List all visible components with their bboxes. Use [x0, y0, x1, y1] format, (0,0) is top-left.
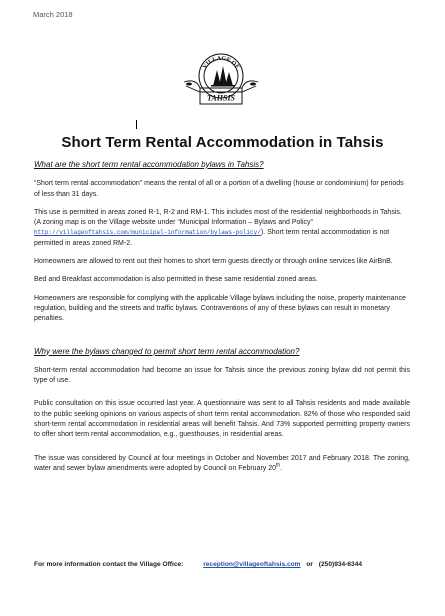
section1-paragraph-3: Homeowners are allowed to rent out their homes to short term guests directly or through online services like AirBnB.: [34, 258, 393, 266]
text-cursor: [136, 120, 137, 129]
document-date: March 2018: [33, 10, 73, 19]
section2-p3-end: .: [280, 464, 283, 472]
section1-paragraph-5: Homeowners are responsible for complying with the applicable Village bylaws including the noise, property maintenance regulation, building and the streets and traffic bylaws. Contraventions of any of these bylaws can result in monetary penalties.: [34, 294, 406, 323]
section2-paragraph-1: Short-term rental accommodation had become an issue for Tahsis since the previous zoning bylaw did not permit this type of use.: [34, 366, 410, 385]
footer-contact: [34, 561, 414, 568]
section1-paragraph-1: “Short term rental accommodation” means the rental of all or a portion of a dwelling (house or condominium) for periods of less than 31 days.: [34, 180, 404, 198]
section2-heading: Why were the bylaws changed to permit short term rental accommodation?: [34, 346, 300, 356]
bylaws-policy-link[interactable]: http://villageoftahsis.com/municipal-information/bylaws-policy/: [34, 229, 261, 237]
page-title: Short Term Rental Accommodation in Tahsis: [61, 134, 384, 151]
section1-paragraph-4: Bed and Breakfast accommodation is also permitted in these same residential zoned areas.: [34, 276, 318, 284]
section2-p3-superscript: th: [276, 462, 281, 469]
footer-label: For more information contact the Village Office:: [34, 561, 184, 568]
section1-heading: What are the short term rental accommodation bylaws in Tahsis?: [34, 160, 264, 169]
footer-or: or: [306, 561, 313, 568]
section1-p2-text-a: This use is permitted in areas zoned R-1, R-2 and RM-1. This includes most of the residential neighborhoods in Tahsis. (A zoning map is on the Village website under “Municipal Information – Bylaws and Policy”: [34, 208, 402, 227]
logo-bottom-text: TAHSIS: [206, 93, 236, 103]
section1-paragraph-2: [34, 208, 410, 249]
section2-paragraph-2: Public consultation on this issue occurred last year. A questionnaire was sent to all Tahsis residents and made available to the public seeking opinions on various aspects of short term rental accommodation. 82% of those who responded said short-term rental accommodation in residential areas will benefit Tahsis. And 73% supported permitting property owners to offer short term rental accommodation, e.g., guesthouses, in residential areas.: [34, 400, 410, 439]
section2-paragraph-3: [34, 454, 410, 475]
document-body: [34, 160, 410, 482]
village-of-tahsis-logo: [178, 48, 264, 114]
section2-p3-text: The issue was considered by Council at four meetings in October and November 2017 and February 2018. The zoning, water and sewer bylaw amendments were adopted by Council on February 20: [34, 454, 410, 472]
logo-top-text: VILLAGE OF: [202, 55, 240, 71]
footer-email-link[interactable]: reception@villageoftahsis.com: [203, 561, 301, 568]
footer-phone: (250)934-6344: [318, 561, 363, 568]
section1-p2-text-b: ). Short term rental accommodation is not permitted in areas zoned RM-2.: [34, 229, 390, 247]
